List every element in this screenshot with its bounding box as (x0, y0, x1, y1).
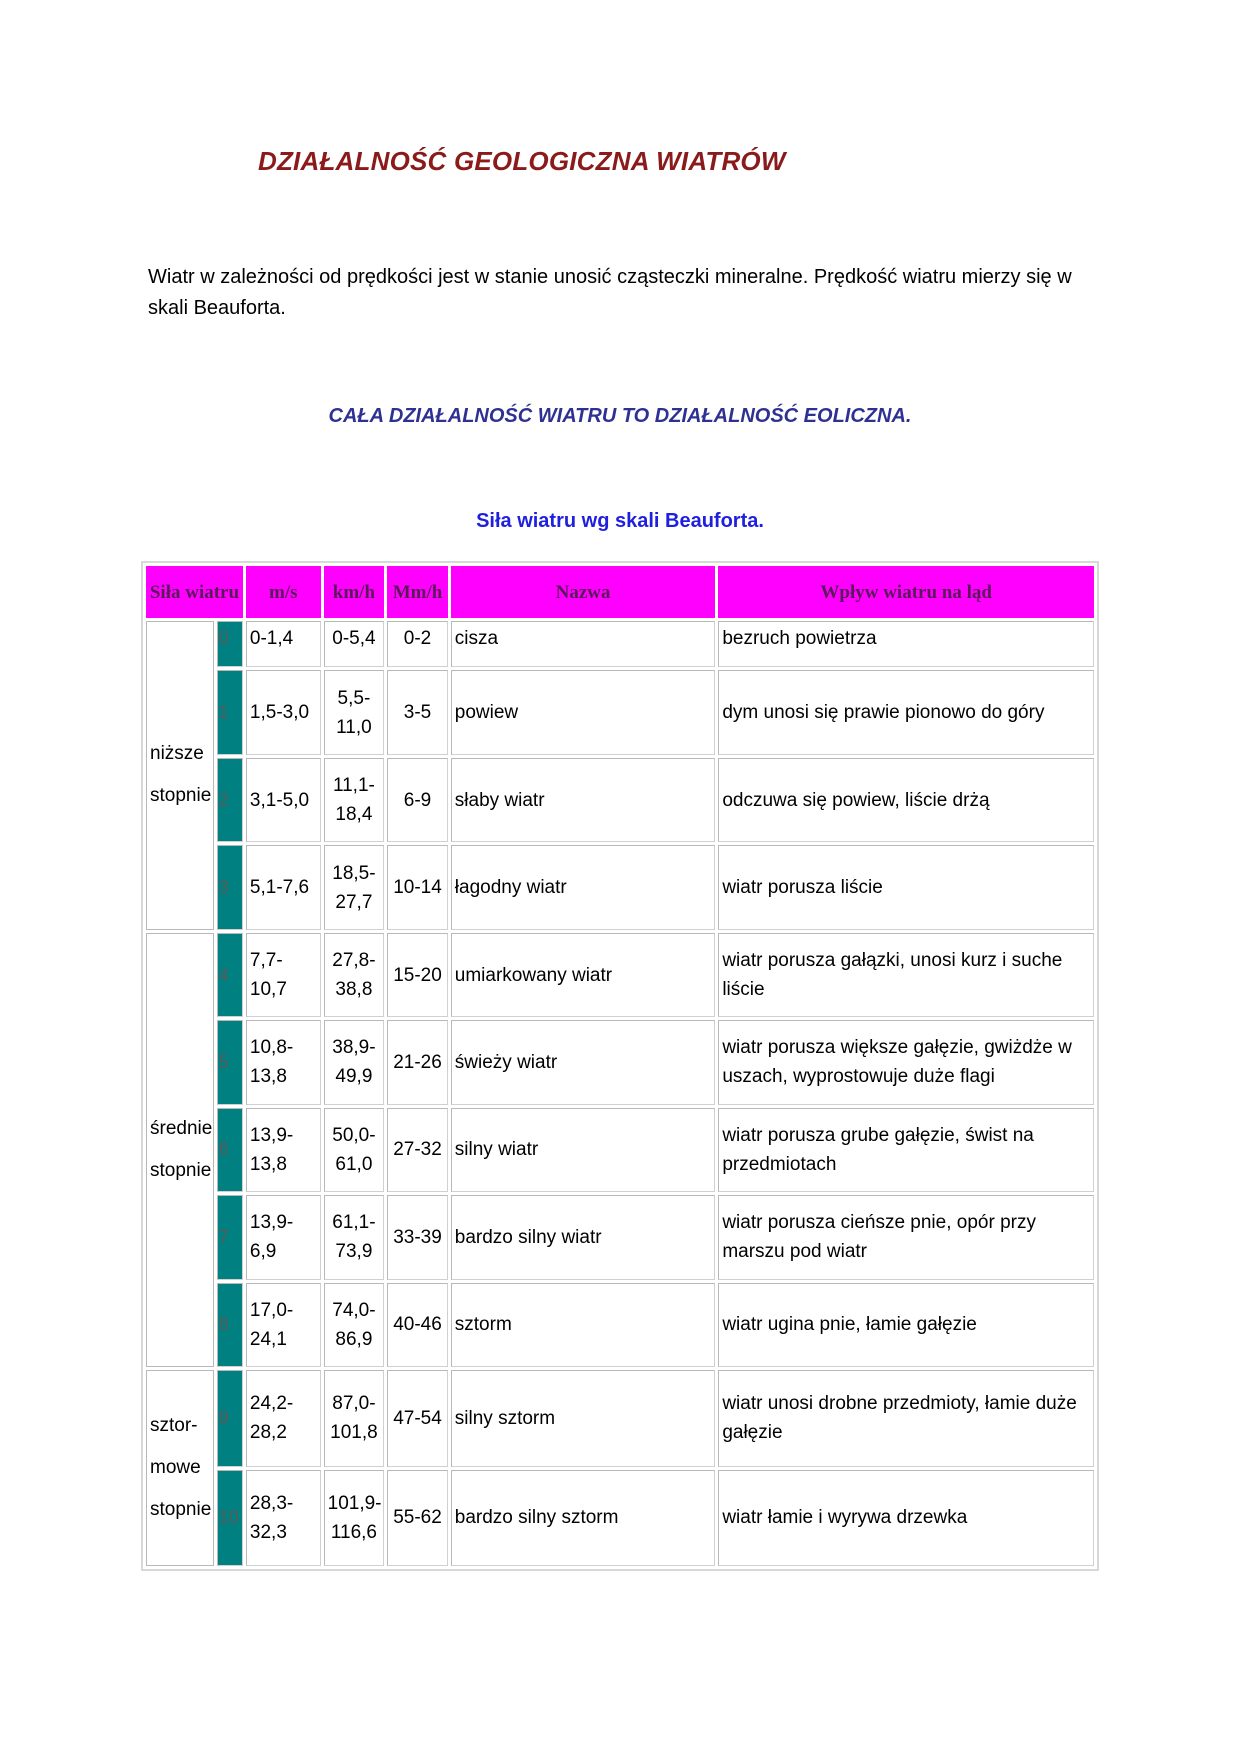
header-ms: m/s (246, 566, 321, 618)
cell-effect: odczuwa się powiew, liście drżą (718, 758, 1094, 842)
force-number: 9 (217, 1370, 243, 1466)
cell-ms: 28,3-32,3 (246, 1470, 321, 1567)
cell-mmh: 55-62 (387, 1470, 448, 1567)
group-lower (146, 621, 214, 930)
force-number: 3 (217, 845, 243, 929)
header-force: Siła wiatru (146, 566, 243, 618)
force-number: 7 (217, 1195, 243, 1279)
table-row (146, 1470, 1094, 1567)
cell-kmh: 27,8-38,8 (324, 933, 385, 1017)
cell-name: świeży wiatr (451, 1020, 716, 1104)
cell-effect: wiatr porusza grube gałęzie, świst na przedmiotach (718, 1108, 1094, 1192)
force-number: 0 (217, 621, 243, 667)
cell-name: sztorm (451, 1283, 716, 1367)
force-number: 6 (217, 1108, 243, 1192)
group-storm (146, 1370, 214, 1566)
group-label: stopnie (150, 785, 212, 807)
cell-mmh: 33-39 (387, 1195, 448, 1279)
cell-mmh: 47-54 (387, 1370, 448, 1466)
cell-mmh: 27-32 (387, 1108, 448, 1192)
table-row (146, 845, 1094, 929)
page-title: DZIAŁALNOŚĆ GEOLOGICZNA WIATRÓW (258, 146, 786, 176)
force-number: 1 (217, 670, 243, 754)
table-row (146, 1020, 1094, 1104)
cell-mmh: 10-14 (387, 845, 448, 929)
subtitle: CAŁA DZIAŁALNOŚĆ WIATRU TO DZIAŁALNOŚĆ EOLICZNA. (328, 405, 912, 427)
cell-name: cisza (451, 621, 716, 667)
group-medium (146, 933, 214, 1367)
cell-kmh: 18,5-27,7 (324, 845, 385, 929)
cell-kmh: 87,0-101,8 (324, 1370, 385, 1466)
cell-kmh: 74,0-86,9 (324, 1283, 385, 1367)
header-name: Nazwa (451, 566, 716, 618)
cell-ms: 1,5-3,0 (246, 670, 321, 754)
cell-ms: 0-1,4 (246, 621, 321, 667)
group-label: stopnie (150, 1499, 212, 1521)
cell-effect: wiatr porusza większe gałęzie, gwiżdże w uszach, wyprostowuje duże flagi (718, 1020, 1094, 1104)
cell-kmh: 5,5-11,0 (324, 670, 385, 754)
table-row (146, 670, 1094, 754)
cell-effect: dym unosi się prawie pionowo do góry (718, 670, 1094, 754)
group-label: sztor- (150, 1415, 198, 1437)
cell-name: łagodny wiatr (451, 845, 716, 929)
cell-name: bardzo silny wiatr (451, 1195, 716, 1279)
cell-ms: 7,7-10,7 (246, 933, 321, 1017)
intro-paragraph: Wiatr w zależności od prędkości jest w stanie unosić cząsteczki mineralne. Prędkość wiatru mierzy się w skali Beauforta. (148, 266, 1072, 319)
cell-kmh: 38,9-49,9 (324, 1020, 385, 1104)
cell-ms: 3,1-5,0 (246, 758, 321, 842)
table-header-row (146, 566, 1094, 618)
table-row (146, 933, 1094, 1017)
table-row (146, 621, 1094, 667)
cell-effect: wiatr ugina pnie, łamie gałęzie (718, 1283, 1094, 1367)
cell-effect: wiatr łamie i wyrywa drzewka (718, 1470, 1094, 1567)
cell-effect: wiatr porusza liście (718, 845, 1094, 929)
cell-effect: wiatr unosi drobne przedmioty, łamie duże gałęzie (718, 1370, 1094, 1466)
cell-effect: wiatr porusza gałązki, unosi kurz i suche liście (718, 933, 1094, 1017)
cell-mmh: 15-20 (387, 933, 448, 1017)
force-number: 10 (217, 1470, 243, 1567)
cell-name: bardzo silny sztorm (451, 1470, 716, 1567)
cell-mmh: 21-26 (387, 1020, 448, 1104)
cell-ms: 17,0-24,1 (246, 1283, 321, 1367)
force-number: 8 (217, 1283, 243, 1367)
group-label: stopnie (150, 1159, 212, 1181)
header-kmh: km/h (324, 566, 385, 618)
cell-name: słaby wiatr (451, 758, 716, 842)
force-number: 4 (217, 933, 243, 1017)
table-row (146, 1370, 1094, 1466)
cell-mmh: 6-9 (387, 758, 448, 842)
cell-name: silny sztorm (451, 1370, 716, 1466)
table-row (146, 1195, 1094, 1279)
cell-kmh: 61,1-73,9 (324, 1195, 385, 1279)
cell-ms: 13,9-13,8 (246, 1108, 321, 1192)
group-label: mowe (150, 1457, 201, 1479)
cell-kmh: 11,1-18,4 (324, 758, 385, 842)
cell-name: umiarkowany wiatr (451, 933, 716, 1017)
cell-ms: 13,9-6,9 (246, 1195, 321, 1279)
cell-effect: wiatr porusza cieńsze pnie, opór przy marszu pod wiatr (718, 1195, 1094, 1279)
cell-mmh: 3-5 (387, 670, 448, 754)
cell-name: powiew (451, 670, 716, 754)
cell-effect: bezruch powietrza (718, 621, 1094, 667)
table-title: Siła wiatru wg skali Beauforta. (476, 510, 764, 532)
cell-kmh: 0-5,4 (324, 621, 385, 667)
group-label: niższe (150, 743, 204, 765)
table-row (146, 1283, 1094, 1367)
cell-ms: 24,2-28,2 (246, 1370, 321, 1466)
cell-ms: 5,1-7,6 (246, 845, 321, 929)
cell-kmh: 101,9-116,6 (324, 1470, 385, 1567)
cell-kmh: 50,0-61,0 (324, 1108, 385, 1192)
table-row (146, 758, 1094, 842)
table-row (146, 1108, 1094, 1192)
group-label: średnie (150, 1117, 213, 1139)
force-number: 5 (217, 1020, 243, 1104)
header-effect: Wpływ wiatru na ląd (718, 566, 1094, 618)
cell-ms: 10,8-13,8 (246, 1020, 321, 1104)
force-number: 2 (217, 758, 243, 842)
cell-name: silny wiatr (451, 1108, 716, 1192)
header-mmh: Mm/h (387, 566, 448, 618)
beaufort-table (141, 561, 1099, 1571)
cell-mmh: 0-2 (387, 621, 448, 667)
cell-mmh: 40-46 (387, 1283, 448, 1367)
